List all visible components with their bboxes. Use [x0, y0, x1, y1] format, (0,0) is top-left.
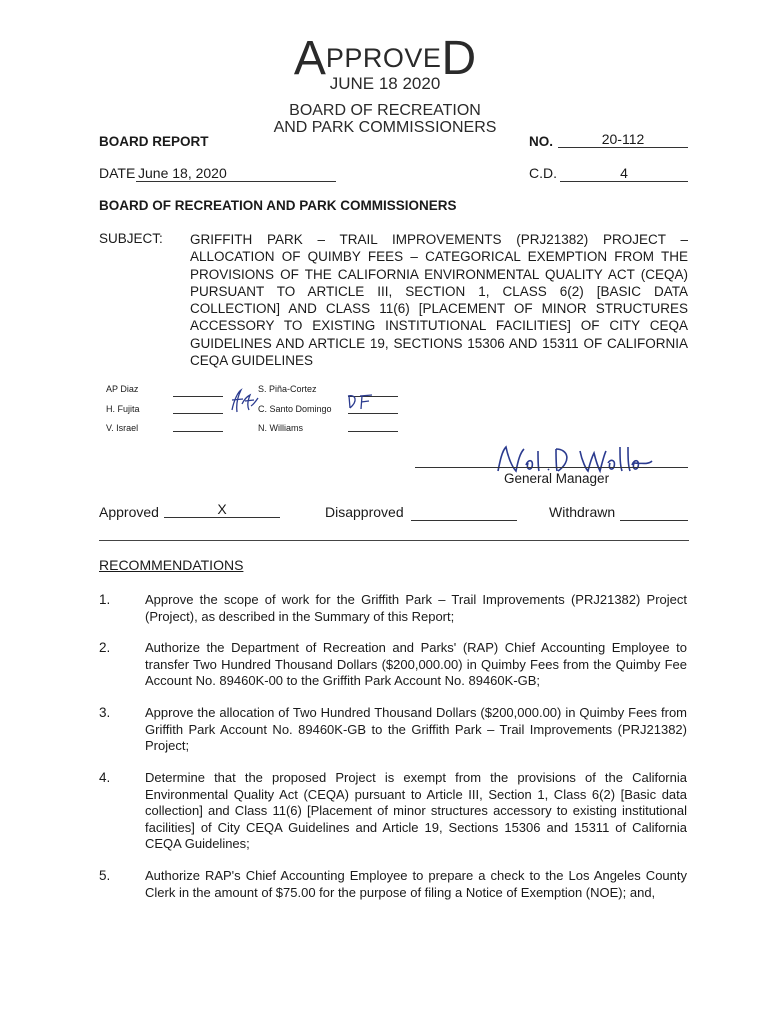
subject-text: GRIFFITH PARK – TRAIL IMPROVEMENTS (PRJ21382) PROJECT – ALLOCATION OF QUIMBY FEES – CATEGORICAL EXEMPTION FROM THE PROVISIONS OF THE CALIFORNIA ENVIRONMENTAL QUALITY ACT (CEQA) PURSUANT TO ARTICLE III, SECTION 1, CLASS 6(2) [BASIC DATA COLLECTION] AND CLASS 11(6) [PLACEMENT OF MINOR STRUCTURES ACCESSORY TO EXISTING INSTITUTIONAL FACILITIES] OF CITY CEQA GUIDELINES AND ARTICLE 19, SECTIONS 15306 AND 15311 OF CALIFORNIA CEQA GUIDELINES: [190, 232, 688, 369]
commissioner-name: C. Santo Domingo: [258, 404, 332, 414]
initial-line: [173, 431, 223, 432]
report-number-label: NO.: [529, 134, 554, 149]
approved-stamp: [0, 20, 770, 136]
board-report-label: BOARD REPORT: [99, 134, 209, 149]
handwritten-initials-left: [228, 386, 260, 421]
list-item-number: 2.: [99, 640, 111, 655]
cd-label: C.D.: [529, 165, 557, 181]
withdrawn-line: [620, 520, 688, 521]
divider: [99, 540, 689, 541]
stamp-middle: PPROVE: [325, 43, 442, 73]
disapproved-label: Disapproved: [325, 504, 404, 520]
list-item-number: 1.: [99, 592, 111, 607]
list-item: Authorize RAP's Chief Accounting Employee to prepare a check to the Los Angeles County Clerk in the amount of $75.00 for the purpose of filing a Notice of Exemption (NOE); and,: [145, 868, 687, 900]
commissioner-name: H. Fujita: [106, 404, 140, 414]
commissioner-name: S. Piña-Cortez: [258, 384, 317, 394]
stamp-line-1: BOARD OF RECREATION: [289, 102, 481, 119]
commissioner-name: AP Diaz: [106, 384, 139, 394]
initial-line: [348, 431, 398, 432]
general-manager-label: General Manager: [504, 471, 610, 486]
cd-value: 4: [560, 165, 688, 182]
date-label: DATE: [99, 165, 136, 181]
list-item: Approve the scope of work for the Griffith Park – Trail Improvements (PRJ21382) Project (Project), as described in the Summary of this Report;: [145, 592, 687, 624]
handwritten-initials-right: [346, 393, 374, 416]
stamp-letter-d: D: [441, 31, 477, 85]
commissioner-name: V. Israel: [106, 423, 139, 433]
approved-mark: X: [164, 501, 280, 518]
withdrawn-label: Withdrawn: [549, 504, 616, 520]
list-item: Authorize the Department of Recreation and Parks' (RAP) Chief Accounting Employee to transfer Two Hundred Thousand Dollars ($200,000.00) in Quimby Fees from the Quimby Fee Account No. 89460K-00 to the Griffith Park Account No. 89460K-GB;: [145, 640, 687, 689]
stamp-date: JUNE 18 2020: [329, 74, 441, 93]
signature-line: [415, 467, 688, 468]
stamp-letter-a: A: [293, 31, 326, 85]
disapproved-line: [411, 520, 517, 521]
initial-line: [173, 413, 223, 414]
board-title: BOARD OF RECREATION AND PARK COMMISSIONERS: [99, 198, 457, 213]
approved-label: Approved: [99, 504, 159, 520]
list-item-number: 5.: [99, 868, 111, 883]
list-item-number: 3.: [99, 705, 111, 720]
list-item: Determine that the proposed Project is exempt from the provisions of the California Environmental Quality Act (CEQA) pursuant to Article III, Section 1, Class 6(2) [Basic data collection] and Class 11(6) [Placement of minor structures accessory to existing institutional facilities] of City CEQA Guidelines and Article 19, Sections 15306 and 15311 of California CEQA Guidelines;: [145, 770, 687, 852]
list-item-number: 4.: [99, 770, 111, 785]
commissioner-name: N. Williams: [258, 423, 303, 433]
stamp-line-2: AND PARK COMMISSIONERS: [273, 119, 497, 136]
subject-label: SUBJECT:: [99, 231, 163, 246]
date-value: June 18, 2020: [136, 165, 336, 182]
initial-line: [173, 396, 223, 397]
recommendations-heading: RECOMMENDATIONS: [99, 557, 244, 573]
report-number-value: 20-112: [558, 131, 688, 148]
list-item: Approve the allocation of Two Hundred Thousand Dollars ($200,000.00) in Quimby Fees from Griffith Park Account No. 89460K-GB to the Griffith Park – Trail Improvements (PRJ21382) Project;: [145, 705, 687, 754]
